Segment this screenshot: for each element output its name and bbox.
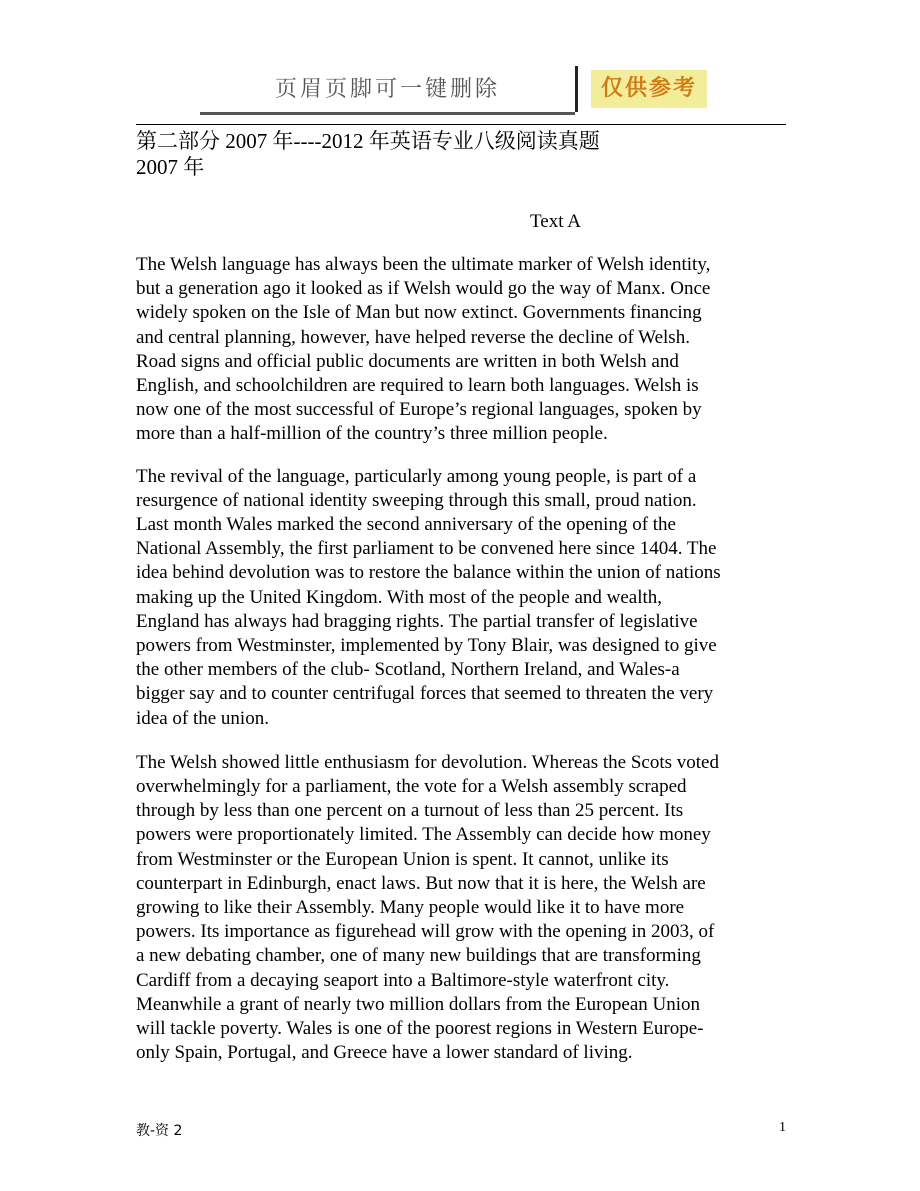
line: widely spoken on the Isle of Man but now extinct. Governments financing [136,302,702,324]
line: resurgence of national identity sweeping through this small, proud nation. [136,489,697,511]
footer-label: 教-资 2 [136,1123,183,1139]
line: overwhelmingly for a parliament, the vote for a Welsh assembly scraped [136,776,687,798]
line: through by less than one percent on a turnout of less than 25 percent. Its [136,800,684,822]
document-body [136,128,786,1066]
header-divider [575,66,578,112]
line: bigger say and to counter centrifugal forces that seemed to threaten the very [136,683,714,705]
line: from Westminster or the European Union is spent. It cannot, unlike its [136,848,669,870]
paragraph-3 [136,751,786,1066]
line: more than a half-million of the country’s three million people. [136,423,608,445]
line: Cardiff from a decaying seaport into a Baltimore-style waterfront city. [136,969,670,991]
header-banner [200,68,708,112]
text-label: Text A [530,211,581,232]
line: a new debating chamber, one of many new buildings that are transforming [136,945,701,967]
line: idea behind devolution was to restore the balance within the union of nations [136,562,721,584]
line: and central planning, however, have helped reverse the decline of Welsh. [136,326,690,348]
line: idea of the union. [136,707,269,729]
line: counterpart in Edinburgh, enact laws. But now that it is here, the Welsh are [136,872,706,894]
line: will tackle poverty. Wales is one of the poorest regions in Western Europe- [136,1018,704,1040]
line: English, and schoolchildren are required to learn both languages. Welsh is [136,375,699,397]
line: Meanwhile a grant of nearly two million dollars from the European Union [136,993,701,1015]
reference-badge: 仅供参考 [591,70,707,108]
line: making up the United Kingdom. With most of the people and wealth, [136,586,663,608]
line: The Welsh showed little enthusiasm for devolution. Whereas the Scots voted [136,751,719,773]
line: growing to like their Assembly. Many people would like it to have more [136,897,685,919]
header-rule [136,124,786,125]
year-heading: 2007 年 [136,155,205,179]
page-number: 1 [779,1120,786,1135]
line: England has always had bragging rights. The partial transfer of legislative [136,610,698,632]
line: National Assembly, the first parliament to be convened here since 1404. The [136,538,717,560]
line: but a generation ago it looked as if Welsh would go the way of Manx. Once [136,278,711,300]
paragraph-2 [136,465,786,731]
line: powers from Westminster, implemented by Tony Blair, was designed to give [136,635,717,657]
header-note: 页眉页脚可一键删除 [200,68,575,115]
line: only Spain, Portugal, and Greece have a lower standard of living. [136,1042,633,1064]
line: Last month Wales marked the second anniversary of the opening of the [136,514,676,536]
line: now one of the most successful of Europe’s regional languages, spoken by [136,399,702,421]
section-title: 第二部分 2007 年----2012 年英语专业八级阅读真题 [136,129,600,153]
line: powers were proportionately limited. The Assembly can decide how money [136,824,711,846]
line: Road signs and official public documents are written in both Welsh and [136,350,679,372]
line: The revival of the language, particularly among young people, is part of a [136,465,697,487]
line: powers. Its importance as figurehead will grow with the opening in 2003, of [136,921,715,943]
paragraph-1 [136,253,786,447]
line: The Welsh language has always been the ultimate marker of Welsh identity, [136,254,711,275]
line: the other members of the club- Scotland, Northern Ireland, and Wales-a [136,659,680,681]
